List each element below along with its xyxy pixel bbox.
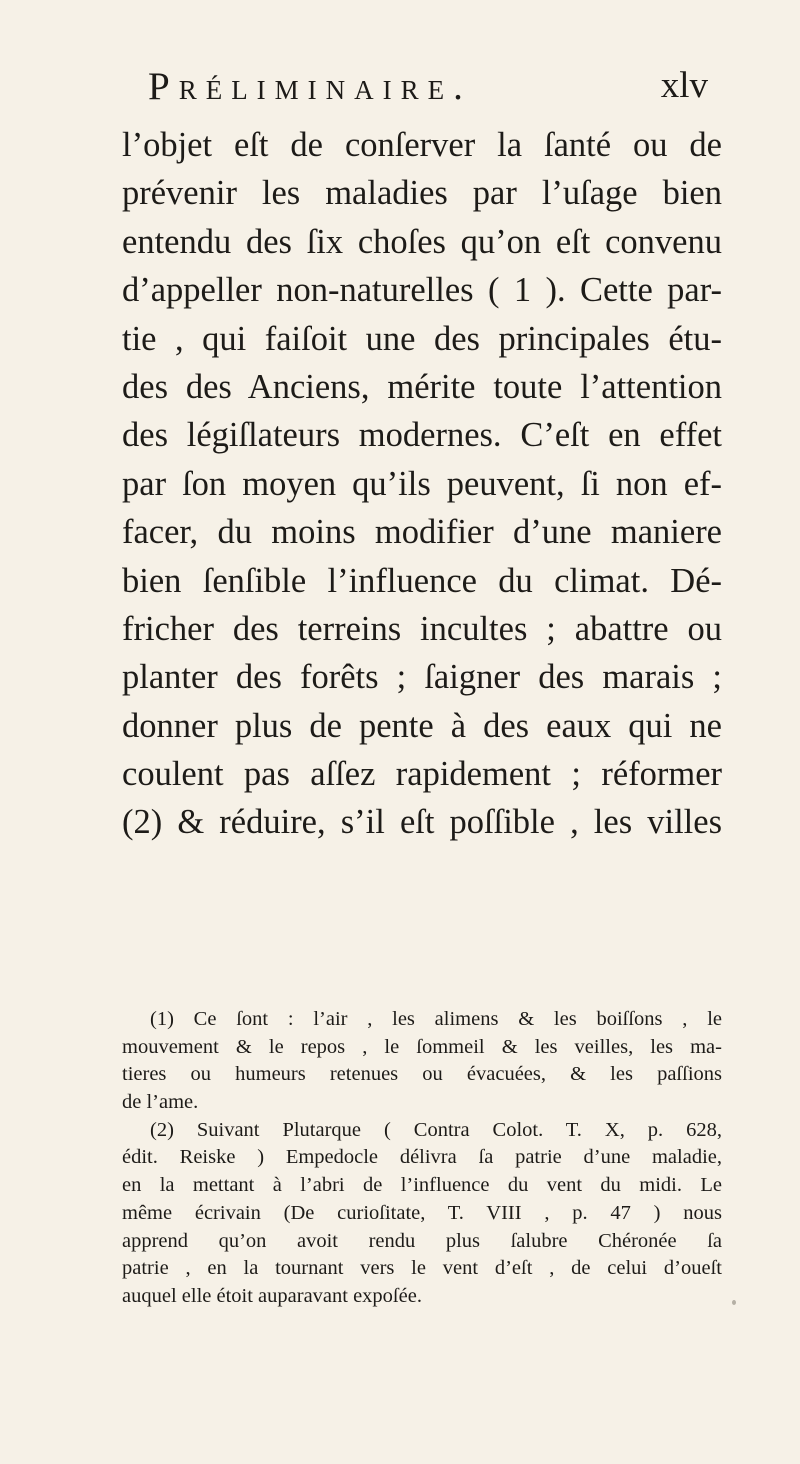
body-line: l’objet eſt de conſerver la ſanté ou de (122, 126, 722, 164)
paper-speck (732, 1300, 736, 1305)
footnotes (122, 1006, 722, 1311)
body-line: bien ſenſible l’influence du climat. Dé- (122, 561, 722, 600)
body-line: coulent pas aſſez rapidement ; réformer (122, 755, 722, 794)
footnote-line: édit. Reiske ) Empedocle délivra ſa patrie d’une maladie, (122, 1146, 722, 1169)
page-number: xlv (660, 65, 708, 106)
body-line: prévenir les maladies par l’uſage bien (122, 174, 722, 213)
body-line: des des Anciens, mérite toute l’attention (122, 367, 722, 406)
footnote-line: (2) Suivant Plutarque ( Contra Colot. T. X, p. 628, (150, 1118, 722, 1141)
body-line: donner plus de pente à des eaux qui ne (122, 706, 722, 745)
footnote-line: mouvement & le repos , le ſommeil & les veilles, les ma- (122, 1035, 722, 1058)
body-line: facer, du moins modifier d’une maniere (122, 513, 722, 552)
body-line: par ſon moyen qu’ils peuvent, ſi non ef- (122, 464, 722, 503)
body-line: planter des forêts ; ſaigner des marais ; (122, 658, 722, 697)
body-line: fricher des terreins incultes ; abattre ou (122, 609, 722, 648)
footnote-line: même écrivain (De curioſitate, T. VIII , p. 47 ) nous (122, 1201, 722, 1224)
running-title: Préliminaire. (148, 65, 472, 108)
body-text (122, 121, 722, 847)
running-head (148, 64, 708, 114)
footnote-line: auquel elle étoit auparavant expoſée. (122, 1284, 422, 1307)
footnote-line: apprend qu’on avoit rendu plus ſalubre Chéronée ſa (122, 1229, 722, 1252)
body-line: tie , qui faiſoit une des principales étu- (122, 319, 722, 358)
footnote-line: de l’ame. (122, 1091, 199, 1114)
footnote-line: (1) Ce ſont : l’air , les alimens & les boiſſons , le (150, 1008, 722, 1030)
body-line: (2) & réduire, s’il eſt poſſible , les villes (122, 803, 722, 842)
body-line: des légiſlateurs modernes. C’eſt en effet (122, 416, 722, 455)
footnote-line: patrie , en la tournant vers le vent d’eſt , de celui d’oueſt (122, 1257, 722, 1280)
body-line: entendu des ſix choſes qu’on eſt convenu (122, 222, 722, 261)
body-line: d’appeller non-naturelles ( 1 ). Cette par- (122, 271, 722, 310)
footnote-line: tieres ou humeurs retenues ou évacuées, & les paſſions (122, 1063, 722, 1086)
footnote-line: en la mettant à l’abri de l’influence du vent du midi. Le (122, 1174, 722, 1197)
